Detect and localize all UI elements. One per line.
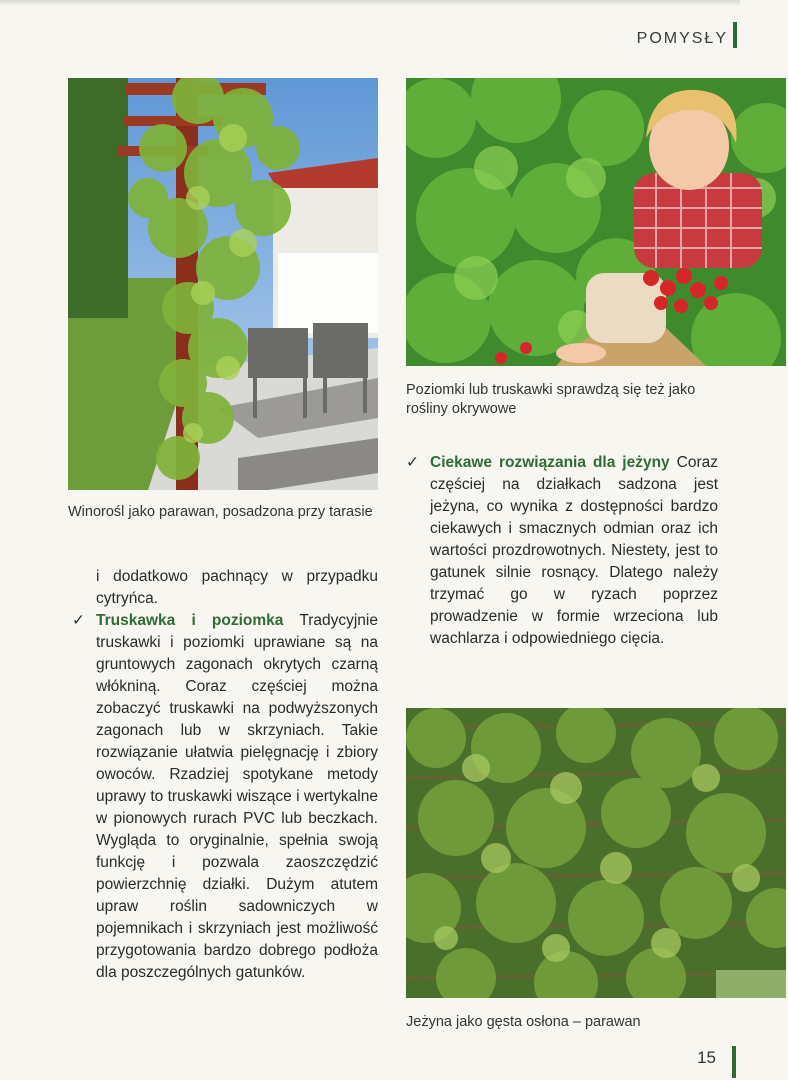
checkmark-icon: ✓ [72, 612, 85, 629]
section-marker-bar [733, 22, 737, 48]
top-edge-rule [0, 0, 740, 6]
photo-grapevine-terrace [68, 78, 378, 490]
checkmark-icon: ✓ [406, 454, 419, 471]
section-label: POMYSŁY [636, 30, 728, 47]
photo-child-strawberries [406, 78, 786, 366]
caption-grapevine: Winorośl jako parawan, posadzona przy tarasie [68, 504, 373, 520]
left-intro-paragraph: i dodatkowo pachnący w przypadku cytryńca. [96, 568, 378, 607]
strawberry-item [72, 610, 378, 984]
strawberry-item-title: Truskawka i poziomka [96, 612, 284, 629]
caption-blackberry: Jeżyna jako gęsta osłona – parawan [406, 1014, 641, 1030]
page-number: 15 [697, 1048, 716, 1067]
strawberry-item-text: Tradycyjnie truskawki i poziomki uprawiane są na gruntowych zagonach okrytych czarną włókniną. Coraz częściej można zobaczyć truskawki na podwyższonych zagonach lub w skrzyniach. Takie rozwiązanie ułatwia pielęgnację i zbiory owoców. Rzadziej spotykane metody uprawy to truskawki wiszące i wertykalne w pionowych rurach PVC lub beczkach. Wygląda to oryginalnie, spełnia swoją funkcję i pozwala zaoszczędzić powierzchnię działki. Dużym atutem upraw roślin sadowniczych w pojemnikach i skrzyniach jest możliwość przygotowania bardzo dobrego podłoża dla poszczególnych gatunków. [96, 612, 378, 981]
blackberry-item-title: Ciekawe rozwiązania dla jeżyny [430, 454, 670, 471]
page-marker-bar [732, 1046, 736, 1078]
blackberry-item [406, 452, 718, 650]
photo-blackberry-screen [406, 708, 786, 998]
caption-strawberries: Poziomki lub truskawki sprawdzą się też jako rośliny okrywowe [406, 382, 696, 417]
right-column-text [406, 452, 718, 650]
left-column-text [72, 566, 378, 984]
blackberry-item-text: Coraz częściej na działkach sadzona jest jeżyna, co wynika z dostępności bardzo ciekawych i smacznych odmian oraz ich wartości prozdrowotnych. Niestety, jest to gatunek silnie rosnący. Dlatego należy trzymać go w ryzach poprzez prowadzenie w formie wrzeciona lub wachlarza i odpowiedniego cięcia. [430, 454, 718, 647]
